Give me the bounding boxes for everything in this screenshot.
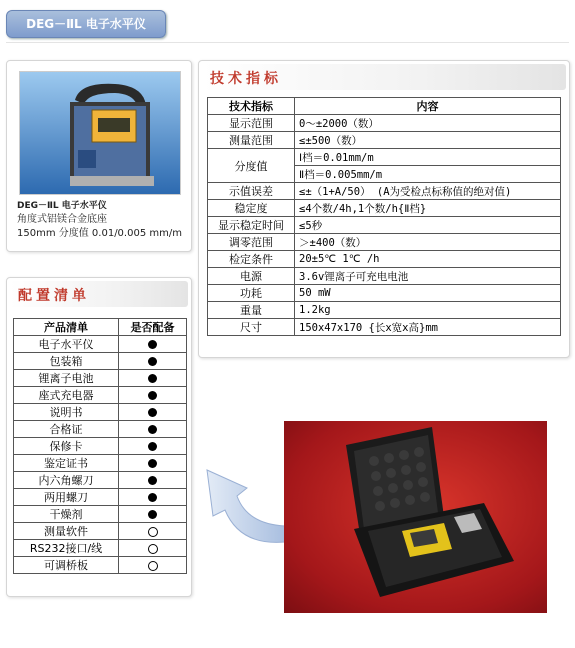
spec-key: 电源 xyxy=(208,268,295,285)
curved-arrow-icon xyxy=(185,450,295,550)
product-base-type: 角度式铝镁合金底座 xyxy=(17,214,107,225)
config-item-name: 说明书 xyxy=(14,404,119,421)
config-item-name: 锂离子电池 xyxy=(14,370,119,387)
product-panel xyxy=(6,60,192,252)
spec-key: 尺寸 xyxy=(208,319,295,336)
table-row xyxy=(14,489,187,506)
filled-circle-icon xyxy=(148,442,157,451)
config-item-name: 座式充电器 xyxy=(14,387,119,404)
config-item-name: 可调桥板 xyxy=(14,557,119,574)
table-row xyxy=(14,472,187,489)
product-resolution: 150mm 分度值 0.01/0.005 mm/m xyxy=(17,228,182,239)
spec-value: Ⅱ档＝0.005mm/m xyxy=(295,166,561,183)
spec-value: ≤±500（数） xyxy=(295,132,561,149)
config-item-status xyxy=(119,472,187,489)
table-row xyxy=(14,336,187,353)
spec-value: 150x47x170 {长x宽x高}mm xyxy=(295,319,561,336)
config-item-status xyxy=(119,404,187,421)
config-item-status xyxy=(119,557,187,574)
spec-value: 3.6v锂离子可充电电池 xyxy=(295,268,561,285)
filled-circle-icon xyxy=(148,408,157,417)
config-item-status xyxy=(119,523,187,540)
spec-key: 重量 xyxy=(208,302,295,319)
config-item-status xyxy=(119,353,187,370)
spec-value: Ⅰ档＝0.01mm/m xyxy=(295,149,561,166)
table-row xyxy=(14,387,187,404)
table-row xyxy=(208,183,561,200)
spec-table xyxy=(207,97,561,336)
table-row xyxy=(14,404,187,421)
spec-value: ≤5秒 xyxy=(295,217,561,234)
spec-panel-title: 技术指标 xyxy=(210,71,282,87)
filled-circle-icon xyxy=(148,425,157,434)
config-item-name: 鉴定证书 xyxy=(14,455,119,472)
config-item-status xyxy=(119,455,187,472)
product-model: DEG－ⅡL 电子水平仪 xyxy=(17,201,107,211)
spec-key: 稳定度 xyxy=(208,200,295,217)
table-row xyxy=(14,506,187,523)
config-item-status xyxy=(119,540,187,557)
empty-circle-icon xyxy=(148,527,158,537)
config-panel-title: 配置清单 xyxy=(18,288,90,304)
config-item-name: 两用螺刀 xyxy=(14,489,119,506)
table-header-row xyxy=(14,319,187,336)
spec-key: 测量范围 xyxy=(208,132,295,149)
product-photo xyxy=(19,71,181,195)
table-row xyxy=(208,234,561,251)
header-divider xyxy=(6,42,569,43)
empty-circle-icon xyxy=(148,561,158,571)
empty-circle-icon xyxy=(148,544,158,554)
config-item-name: 内六角螺刀 xyxy=(14,472,119,489)
table-row xyxy=(14,421,187,438)
spec-header-item: 技术指标 xyxy=(208,98,295,115)
filled-circle-icon xyxy=(148,459,157,468)
table-row xyxy=(14,455,187,472)
table-row xyxy=(208,319,561,336)
spec-panel xyxy=(198,60,570,358)
spec-panel-header xyxy=(202,64,566,90)
spec-key: 调零范围 xyxy=(208,234,295,251)
config-item-name: 干燥剂 xyxy=(14,506,119,523)
spec-value: 1.2kg xyxy=(295,302,561,319)
page-title-tab: DEG－ⅡL 电子水平仪 xyxy=(6,10,166,38)
spec-value: ≤±（1+A/50） (A为受检点标称值的绝对值) xyxy=(295,183,561,200)
table-row xyxy=(14,370,187,387)
spec-value: 0〜±2000（数） xyxy=(295,115,561,132)
product-caption xyxy=(17,199,182,241)
table-row xyxy=(14,540,187,557)
table-row xyxy=(208,115,561,132)
spec-value: ≤4个数/4h,1个数/h{Ⅱ档} xyxy=(295,200,561,217)
config-item-status xyxy=(119,421,187,438)
table-row xyxy=(14,438,187,455)
filled-circle-icon xyxy=(148,391,157,400)
config-item-status xyxy=(119,506,187,523)
config-item-name: 合格证 xyxy=(14,421,119,438)
config-panel-header xyxy=(10,281,188,307)
config-panel xyxy=(6,277,192,597)
spec-value: 20±5℃ 1℃ /h xyxy=(295,251,561,268)
spec-key: 示值误差 xyxy=(208,183,295,200)
table-row xyxy=(208,217,561,234)
config-item-status xyxy=(119,387,187,404)
table-row xyxy=(208,268,561,285)
spec-key: 功耗 xyxy=(208,285,295,302)
config-header-item: 产品清单 xyxy=(14,319,119,336)
table-row xyxy=(208,251,561,268)
filled-circle-icon xyxy=(148,476,157,485)
filled-circle-icon xyxy=(148,510,157,519)
config-table xyxy=(13,318,187,574)
table-row xyxy=(14,353,187,370)
spec-key: 检定条件 xyxy=(208,251,295,268)
spec-value: ＞±400（数） xyxy=(295,234,561,251)
config-item-status xyxy=(119,438,187,455)
config-item-name: 包装箱 xyxy=(14,353,119,370)
config-item-status xyxy=(119,489,187,506)
filled-circle-icon xyxy=(148,340,157,349)
config-item-name: RS232接口/线 xyxy=(14,540,119,557)
config-item-name: 电子水平仪 xyxy=(14,336,119,353)
table-row xyxy=(208,302,561,319)
config-item-status xyxy=(119,370,187,387)
spec-key: 显示范围 xyxy=(208,115,295,132)
carrying-case-photo xyxy=(284,421,547,613)
table-row xyxy=(208,132,561,149)
filled-circle-icon xyxy=(148,374,157,383)
config-item-status xyxy=(119,336,187,353)
table-row xyxy=(208,149,561,166)
spec-key: 分度值 xyxy=(208,149,295,183)
spec-value: 50 mW xyxy=(295,285,561,302)
config-header-included: 是否配备 xyxy=(119,319,187,336)
filled-circle-icon xyxy=(148,357,157,366)
spec-header-content: 内容 xyxy=(295,98,561,115)
filled-circle-icon xyxy=(148,493,157,502)
table-row xyxy=(208,200,561,217)
config-item-name: 测量软件 xyxy=(14,523,119,540)
spec-key: 显示稳定时间 xyxy=(208,217,295,234)
table-row xyxy=(14,557,187,574)
config-item-name: 保修卡 xyxy=(14,438,119,455)
table-row xyxy=(14,523,187,540)
table-row xyxy=(208,285,561,302)
table-header-row xyxy=(208,98,561,115)
